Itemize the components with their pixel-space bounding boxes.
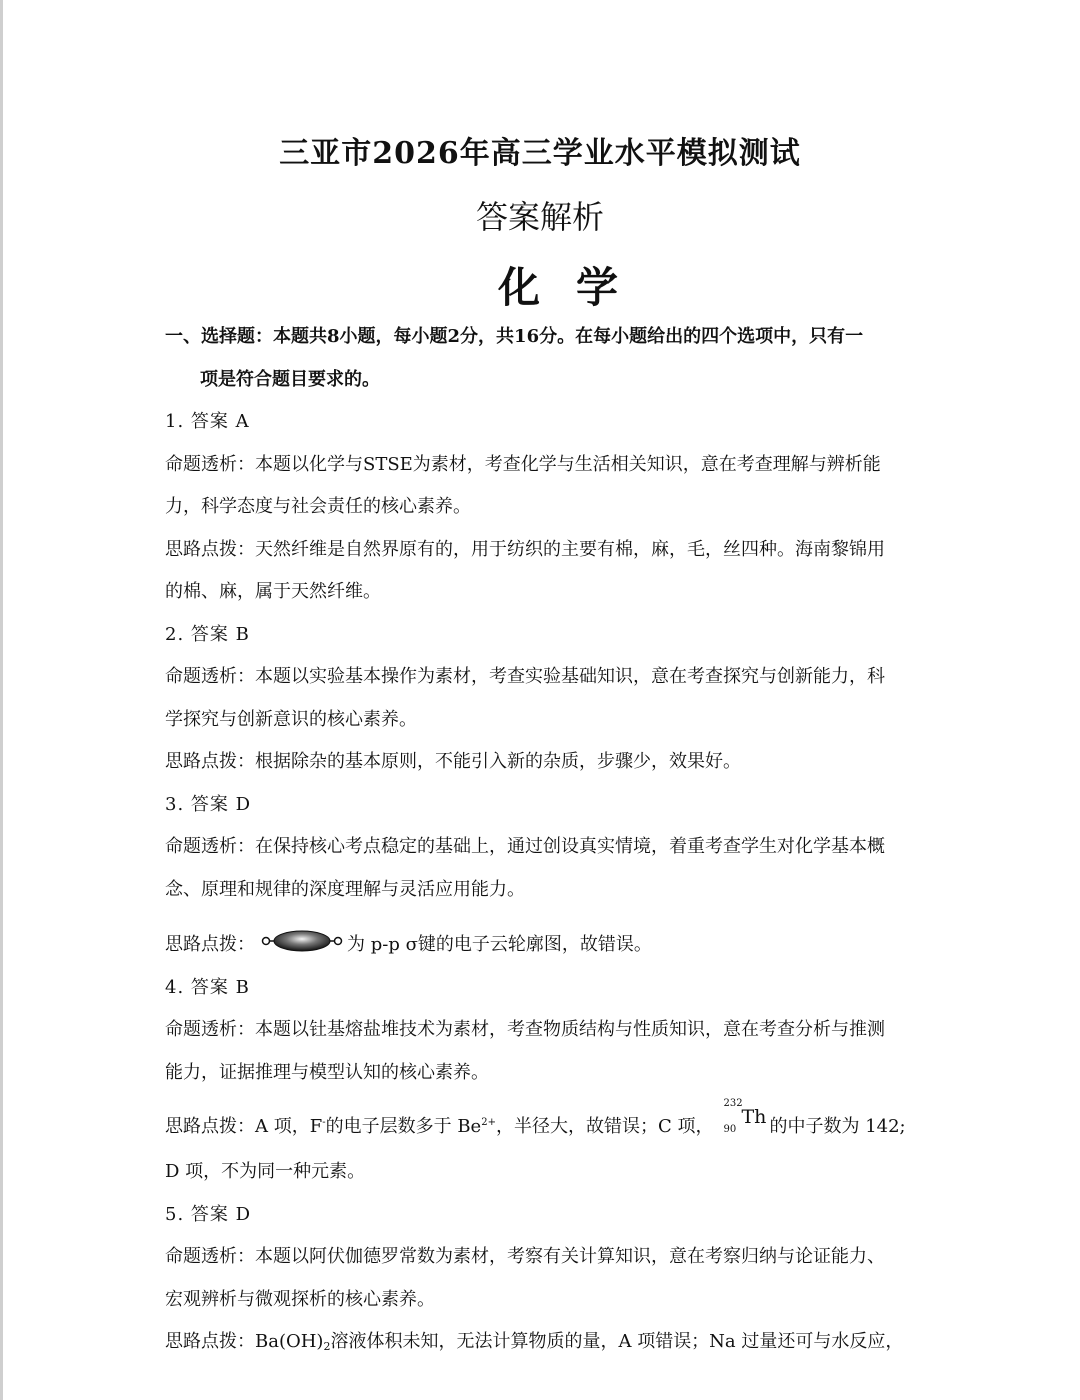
q5-answer: 5. 答案 D [165,1204,252,1225]
q3-intent-cont: 念、原理和规律的深度理解与灵活应用能力。 [165,879,525,900]
q4-hint-c: ，半径大，故错误；C 项， [495,1116,714,1137]
q4-hint [165,1098,925,1138]
nuclide-mass-number: 232 [723,1098,743,1109]
q4-answer: 4. 答案 B [165,977,250,998]
subject-title: 化学 [497,263,654,312]
nuclide-symbol: Th [741,1106,767,1128]
q4-hint-b: 的电子层数多于 Be [325,1116,482,1137]
fluoride-charge: - [322,1117,326,1128]
q5-intent: 命题透析：本题以阿伏伽德罗常数为素材，考察有关计算知识，意在考察归纳与论证能力、 [165,1246,885,1267]
q2-intent: 命题透析：本题以实验基本操作为素材，考查实验基础知识，意在考查探究与创新能力，科 [165,666,885,687]
section-heading: 一、选择题：本题共8小题，每小题2分，共16分。在每小题给出的四个选项中，只有一 [165,326,864,347]
document-subtitle: 答案解析 [475,198,604,236]
hydroxide-subscript: 2 [323,1340,331,1353]
q4-hint-d: 的中子数为 142; [769,1116,906,1137]
thorium-nuclide [723,1098,767,1135]
q4-hint-a: 思路点拨：A 项，F [165,1116,323,1137]
document-title: 三亚市2026年高三学业水平模拟测试 [279,136,801,171]
beryllium-charge: 2+ [481,1117,496,1128]
q1-intent-cont: 力，科学态度与社会责任的核心素养。 [165,496,471,517]
section-heading-cont: 项是符合题目要求的。 [200,369,380,390]
q5-intent-cont: 宏观辨析与微观探析的核心素养。 [165,1289,435,1310]
q5-hint [165,1327,925,1353]
q1-hint: 思路点拨：天然纤维是自然界原有的，用于纺织的主要有棉，麻，毛，丝四种。海南黎锦用 [165,539,885,560]
q5-hint-a: 思路点拨：Ba(OH) [165,1331,324,1352]
q1-intent: 命题透析：本题以化学与STSE为素材，考查化学与生活相关知识，意在考查理解与辨析能 [165,454,881,475]
q3-intent: 命题透析：在保持核心考点稳定的基础上，通过创设真实情境，着重考查学生对化学基本概 [165,836,885,857]
q2-answer: 2. 答案 B [165,624,250,645]
q4-intent-cont: 能力，证据推理与模型认知的核心素养。 [165,1062,489,1083]
q4-intent: 命题透析：本题以钍基熔盐堆技术为素材，考查物质结构与性质知识，意在考查分析与推测 [165,1019,885,1040]
pp-sigma-electron-cloud-icon [261,929,343,958]
q5-hint-b: 溶液体积未知，无法计算物质的量，A 项错误；Na 过量还可与水反应， [330,1331,904,1352]
q3-hint-text: 为 p-p σ键的电子云轮廓图，故错误。 [347,934,652,955]
q1-answer: 1. 答案 A [165,411,250,432]
q3-hint [165,929,925,958]
nuclide-atomic-number: 90 [723,1124,737,1135]
q3-hint-prefix: 思路点拨： [165,934,255,955]
q3-answer: 3. 答案 D [165,794,252,815]
q2-intent-cont: 学探究与创新意识的核心素养。 [165,709,417,730]
q4-hint-cont: D 项，不为同一种元素。 [165,1161,366,1182]
q2-hint: 思路点拨：根据除杂的基本原则，不能引入新的杂质，步骤少，效果好。 [165,751,741,772]
q1-hint-cont: 的棉、麻，属于天然纤维。 [165,581,381,602]
